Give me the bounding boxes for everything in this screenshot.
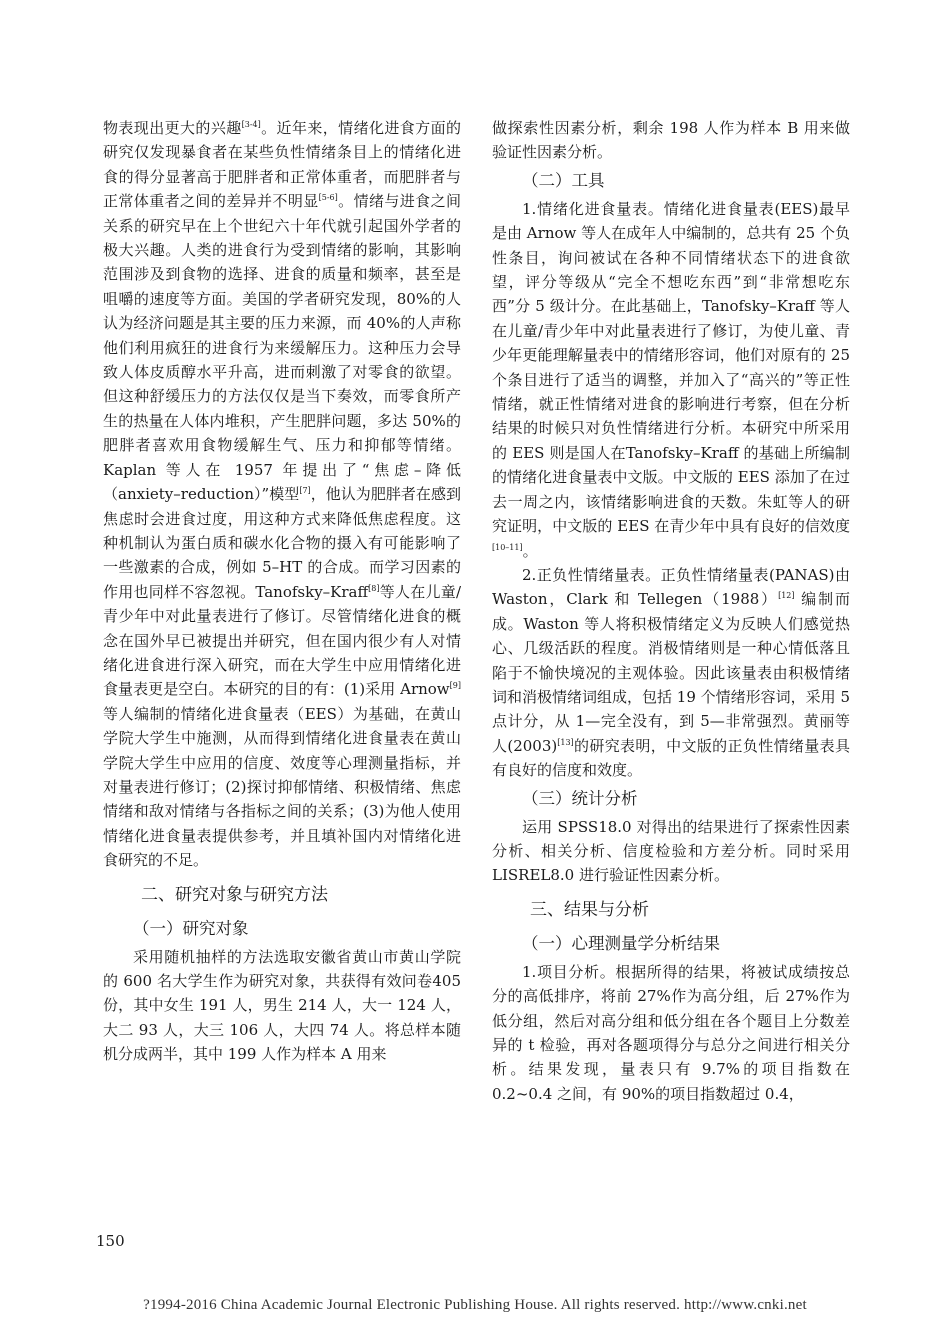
paragraph: 2.正负性情绪量表。正负性情绪量表(PANAS)由Waston，Clark 和 Tellegen（1988）[12] 编制而成。Waston 等人将积极情绪定义为反映人们感觉热心、几级活跃的程度。消极情绪则是一种心情低落且陷于不愉快境况的主观体验。因此该量表由积极情绪词和消极情绪词组成，包括 19 个情绪形容词，采用 5 点计分，从 1—完全没有，到 5—非常强烈。黄丽等人(2003)[13]的研究表明，中文版的正负性情绪量表具有良好的信度和效度。 [492, 565, 850, 780]
subsection-heading: （二）工具 [522, 170, 605, 190]
citation: [3-4] [241, 120, 261, 129]
section-heading: 三、结果与分析 [530, 899, 649, 920]
paragraph: 做探索性因素分析，剩余 198 人作为样本 B 用来做验证性因素分析。 [492, 119, 850, 162]
paragraph: 运用 SPSS18.0 对得出的结果进行了探索性因素分析、相关分析、信度检验和方差分析。同时采用 LISREL8.0 进行验证性因素分析。 [492, 817, 850, 885]
citation: [7] [299, 486, 311, 496]
citation: [12] [778, 591, 795, 601]
copyright-footer: ?1994-2016 China Academic Journal Electronic Publishing House. All rights reserved. http://www.cnki.net [143, 1297, 807, 1313]
page-number: 150 [96, 1232, 125, 1250]
citation: [8] [368, 583, 380, 593]
paragraph: 1.项目分析。根据所得的结果，将被试成绩按总分的高低排序，将前 27%作为高分组，后 27%作为低分组，然后对高分组和低分组在各个题目上分数差异的 t 检验，再对各题项得分与总分之间进行相关分析。结果发现，量表只有 9.7%的项目指数在 0.2~0.4 之间，有 90%的项目指数超过 0.4， [492, 962, 850, 1103]
section-heading: 二、研究对象与研究方法 [141, 884, 328, 905]
subsection-heading: （一）心理测量学分析结果 [522, 933, 720, 953]
right-column [492, 116, 850, 1106]
subsection-heading: （三）统计分析 [522, 788, 638, 808]
citation: [10–11] [492, 542, 523, 552]
citation: [13] [557, 737, 574, 747]
paragraph: 采用随机抽样的方法选取安徽省黄山市黄山学院的 600 名大学生作为研究对象，共获得有效问卷405 份，其中女生 191 人，男生 214 人，大一 124 人，大二 93 人，大三 106 人，大四 74 人。将总样本随机分成两半，其中 199 人作为样本 A 用来 [103, 947, 461, 1064]
left-column [103, 116, 461, 1067]
citation: [9] [449, 681, 461, 691]
paragraph: 物表现出更大的兴趣[3-4]。近年来，情绪化进食方面的研究仅发现暴食者在某些负性情绪条目上的情绪化进食的得分显著高于肥胖者和正常体重者，而肥胖者与正常体重者之间的差异并不明显[5-6]。情绪与进食之间关系的研究早在上个世纪六十年代就引起国外学者的极大兴趣。人类的进食行为受到情绪的影响，其影响范围涉及到食物的选择、进食的质量和频率，甚至是咀嚼的速度等方面。美国的学者研究发现，80%的人认为经济问题是其主要的压力来源，而 40%的人声称他们利用疯狂的进食行为来缓解压力。这种压力会导致人体皮质醇水平升高，进而刺激了对零食的欲望。但这种舒缓压力的方法仅仅是当下奏效，而零食所产生的热量在人体内堆积，产生肥胖问题，多达 50%的肥胖者喜欢用食物缓解生气、压力和抑郁等情绪。Kaplan 等人在 1957 年提出了“焦虑–降低（anxiety–reduction）”模型[7]，他认为肥胖者在感到焦虑时会进食过度，用这种方式来降低焦虑程度。这种机制认为蛋白质和碳水化合物的摄入有可能影响了一些激素的合成，例如 5–HT 的合成。而学习因素的作用也同样不容忽视。Tanofsky–Kraff[8]等人在儿童/青少年中对此量表进行了修订。尽管情绪化进食的概念在国外早已被提出并研究，但在国内很少有人对情绪化进食进行深入研究，而在大学生中应用情绪化进食量表更是空白。本研究的目的有：(1)采用 Arnow[9]等人编制的情绪化进食量表（EES）为基础，在黄山学院大学生中施测，从而得到情绪化进食量表在黄山学院大学生中应用的信度、效度等心理测量指标，并对量表进行修订；(2)探讨抑郁情绪、积极情绪、焦虑情绪和敌对情绪与各指标之间的关系；(3)为他人使用情绪化进食量表提供参考，并且填补国内对情绪化进食研究的不足。 [103, 119, 462, 870]
paragraph: 1.情绪化进食量表。情绪化进食量表(EES)最早是由 Arnow 等人在成年人中编制的，总共有 25 个负性条目，询问被试在各种不同情绪状态下的进食欲望，评分等级从“完全不想吃东西”到“非常想吃东西”分 5 级计分。在此基础上，Tanofsky–Kraff 等人在儿童/青少年中对此量表进行了修订，为使儿童、青少年更能理解量表中的情绪形容词，他们对原有的 25 个条目进行了适当的调整，并加入了“高兴的”等正性情绪，就正性情绪对进食的影响进行考察，但在分析结果的时候只对负性情绪进行分析。本研究中所采用的 EES 则是国人在Tanofsky–Kraff 的基础上所编制的情绪化进食量表中文版。中文版的 EES 添加了在过去一周之内，该情绪影响进食的天数。朱虹等人的研究证明，中文版的 EES 在青少年中具有良好的信效度[10–11]。 [492, 199, 850, 560]
subsection-heading: （一）研究对象 [133, 918, 249, 938]
citation: [5-6] [318, 193, 338, 203]
